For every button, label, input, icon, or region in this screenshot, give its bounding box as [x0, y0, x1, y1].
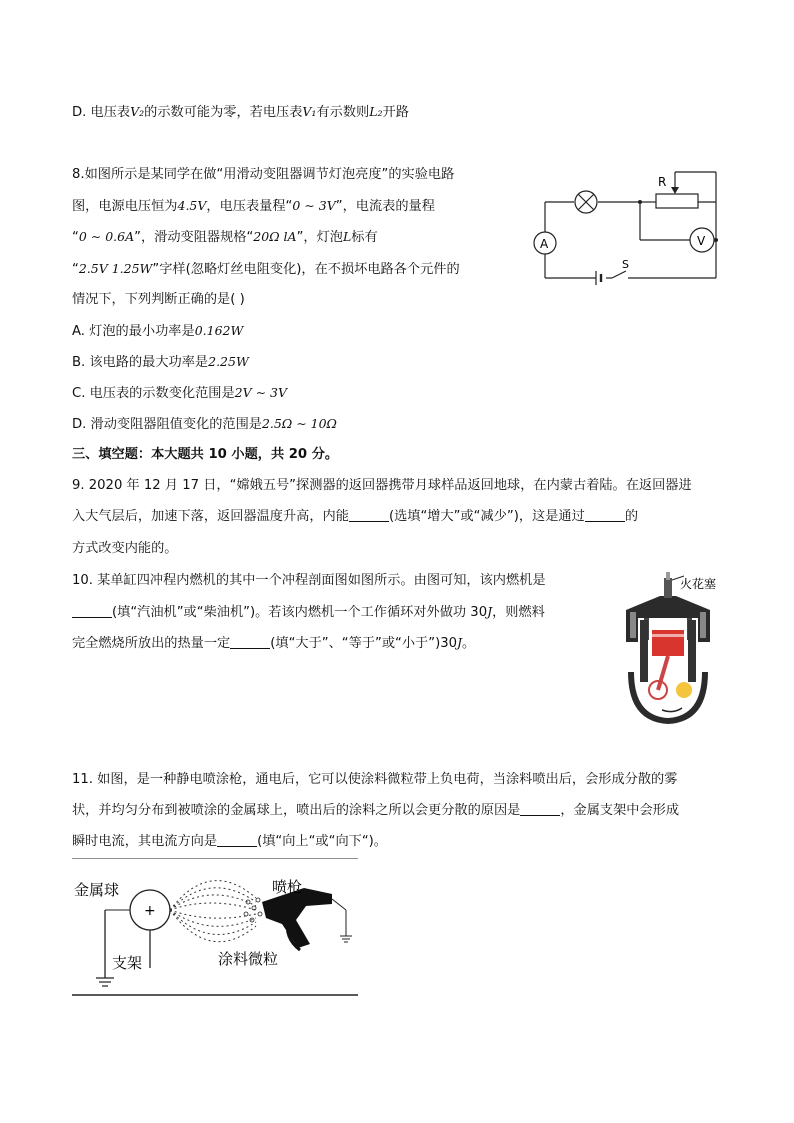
q8-stem-line5: 情况下，下列判断正确的是( ) — [72, 292, 245, 307]
svg-text:+: + — [144, 903, 156, 919]
q10-stem-line1: 10. 某单缸四冲程内燃机的其中一个冲程剖面图如图所示。由图可知，该内燃机是 — [72, 573, 546, 588]
q10-blank-2[interactable] — [230, 635, 270, 649]
paint-particles-label: 涂料微粒 — [218, 950, 279, 968]
q8-stem-line4: “2.5V 1.25W”字样(忽略灯丝电阻变化)，在不损坏电路各个元件的 — [72, 261, 460, 277]
q11-stem-line1: 11. 如图，是一种静电喷涂枪，通电后，它可以使涂料微粒带上负电荷，当涂料喷出后，会形成分散的雾 — [72, 772, 678, 787]
q10-stem-line3: 完全燃烧所放出的热量一定 (填“大于”、“等于”或“小于”)30J。 — [72, 635, 476, 651]
q11-blank-2[interactable] — [217, 833, 257, 847]
q8-option-b: B. 该电路的最大功率是2.25W — [72, 354, 249, 370]
metal-ball-label: 金属球 — [74, 881, 120, 899]
q9-stem-line2: 入大气层后，加速下落，返回器温度升高，内能 (选填“增大”或“减少”)，这是通过 的 — [72, 509, 638, 524]
voltmeter-label: V — [697, 234, 706, 248]
q7-option-d: D. 电压表V₂的示数可能为零，若电压表V₁有示数则L₂开路 — [72, 104, 409, 120]
ammeter-label: A — [540, 237, 549, 251]
q8-stem-line2: 图，电源电压恒为4.5V，电压表量程“0 ∼ 3V”，电流表的量程 — [72, 198, 435, 214]
q9-blank-2[interactable] — [585, 508, 625, 522]
q8-stem-line1: 8.如图所示是某同学在做“用滑动变阻器调节灯泡亮度”的实验电路 — [72, 167, 455, 182]
stand-label: 支架 — [112, 954, 143, 972]
engine-cross-section-figure — [618, 572, 728, 732]
section-3-heading: 三、填空题：本大题共 10 小题，共 20 分。 — [72, 447, 339, 462]
electrostatic-spray-gun-figure — [70, 858, 360, 998]
spray-gun-label: 喷枪 — [272, 878, 303, 896]
q9-blank-1[interactable] — [349, 508, 389, 522]
q8-option-d: D. 滑动变阻器阻值变化的范围是2.5Ω ∼ 10Ω — [72, 416, 337, 432]
spark-plug-label: 火花塞 — [680, 577, 717, 591]
q9-stem-line1: 9. 2020 年 12 月 17 日，“嫦娥五号”探测器的返回器携带月球样品返回地球，在内蒙古着陆。在返回器进 — [72, 478, 692, 493]
q9-stem-line3: 方式改变内能的。 — [72, 541, 178, 556]
switch-label: S — [622, 258, 629, 271]
q10-stem-line2: (填“汽油机”或“柴油机”)。若该内燃机一个工作循环对外做功 30J，则燃料 — [72, 603, 545, 622]
q8-option-c: C. 电压表的示数变化范围是2V ∼ 3V — [72, 385, 288, 401]
q11-stem-line2: 状，并均匀分布到被喷涂的金属球上，喷出后的涂料之所以会更分散的原因是 ，金属支架中会形成 — [72, 803, 680, 818]
rheostat-label: R — [658, 175, 667, 189]
q8-circuit-diagram — [530, 170, 720, 290]
q11-blank-1[interactable] — [520, 802, 560, 816]
q11-stem-line3: 瞬时电流，其电流方向是 (填“向上“或“向下“)。 — [72, 834, 387, 849]
q8-option-a: A. 灯泡的最小功率是0.162W — [72, 323, 244, 339]
q8-stem-line3: “0 ∼ 0.6A”，滑动变阻器规格“20Ω lA”，灯泡L标有 — [72, 229, 378, 245]
q10-blank-1[interactable] — [72, 604, 112, 618]
